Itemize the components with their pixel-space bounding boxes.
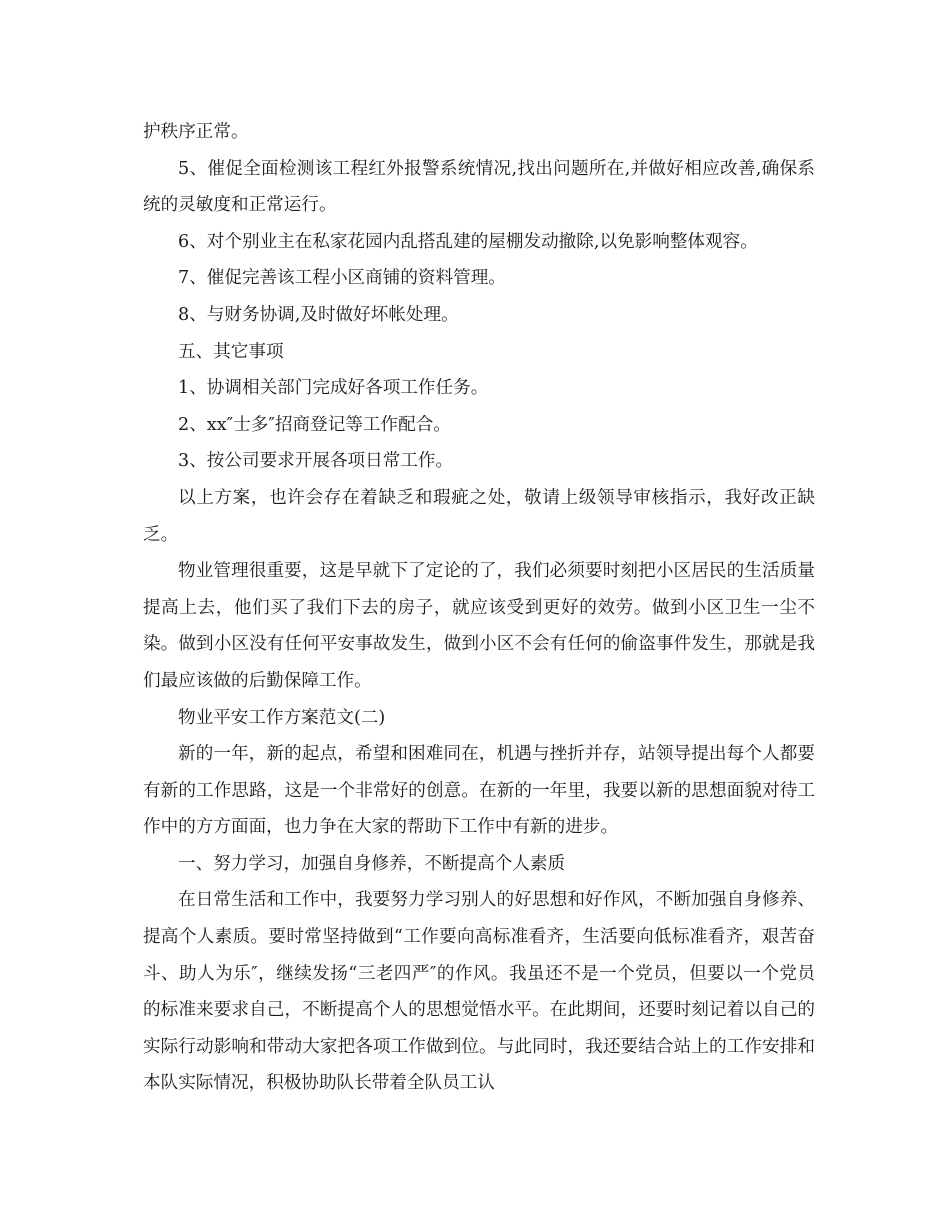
- paragraph-1: 5、催促全面检测该工程红外报警系统情况,找出问题所在,并做好相应改善,确保系统的灵敏度和正常运行。: [143, 158, 815, 216]
- paragraph-4: 8、与财务协调,及时做好坏帐处理。: [178, 304, 459, 325]
- paragraph-7: 2、xx″士多″招商登记等工作配合。: [178, 414, 451, 435]
- paragraph-8: 3、按公司要求开展各项日常工作。: [178, 451, 454, 472]
- section-heading-13: 一、努力学习，加强自身修养，不断提高个人素质: [178, 853, 566, 874]
- section-heading-5: 五、其它事项: [178, 341, 284, 362]
- document-subtitle: 物业平安工作方案范文(二): [178, 707, 386, 728]
- paragraph-6: 1、协调相关部门完成好各项工作任务。: [178, 378, 489, 399]
- paragraph-14: 在日常生活和工作中，我要努力学习别人的好思想和好作风，不断加强自身修养、提高个人素质。要时常坚持做到“工作要向高标准看齐，生活要向低标准看齐，艰苦奋斗、助人为乐″，继续发扬“三老四严″的作风。我虽还不是一个党员，但要以一个党员的标准来要求自己，不断提高个人的思想觉悟水平。在此期间，还要时刻记着以自己的实际行动影响和带动大家把各项工作做到位。与此同时，我还要结合站上的工作安排和本队实际情况，积极协助队长带着全队员工认: [143, 890, 815, 1094]
- paragraph-3: 7、催促完善该工程小区商铺的资料管理。: [178, 268, 506, 289]
- paragraph-0: 护秩序正常。: [143, 122, 249, 142]
- paragraph-10: 物业管理很重要，这是早就下了定论的了，我们必须要时刻把小区居民的生活质量提高上去，他们买了我们下去的房子，就应该受到更好的效劳。做到小区卫生一尘不染。做到小区没有任何平安事故发生，做到小区不会有任何的偷盗事件发生，那就是我们最应该做的后勤保障工作。: [143, 561, 815, 691]
- paragraph-2: 6、对个别业主在私家花园内乱搭乱建的屋棚发动撤除,以免影响整体观容。: [178, 231, 758, 252]
- paragraph-9: 以上方案，也许会存在着缺乏和瑕疵之处，敬请上级领导审核指示，我好改正缺乏。: [143, 487, 815, 545]
- document-body: [143, 114, 815, 1102]
- paragraph-12: 新的一年，新的起点，希望和困难同在，机遇与挫折并存，站领导提出每个人都要有新的工作思路，这是一个非常好的创意。在新的一年里，我要以新的思想面貌对待工作中的方方面面，也力争在大家的帮助下工作中有新的进步。: [143, 744, 815, 838]
